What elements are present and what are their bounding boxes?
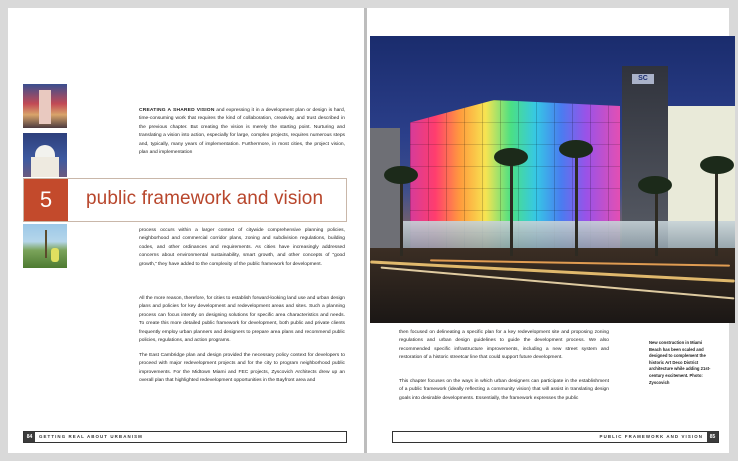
photo-caption xyxy=(649,340,713,386)
page-number-left: 84 xyxy=(24,432,35,442)
running-head-right: PUBLIC FRAMEWORK AND VISION xyxy=(599,434,703,439)
building-sign: SC xyxy=(632,74,654,84)
thumbnail-photo-park xyxy=(23,224,67,268)
running-head-left: GETTING REAL ABOUT URBANISM xyxy=(39,434,143,439)
right-footer xyxy=(392,431,719,443)
body-paragraph-1 xyxy=(139,107,345,157)
lead-heading: CREATING A SHARED VISION xyxy=(139,108,215,113)
left-footer xyxy=(23,431,347,443)
caption-text: New construction in Miami Beach has been scaled and designed to complement the historic Art Deco District architecture while adding 21st-century excitement. xyxy=(649,340,711,378)
body-paragraph-6: This chapter focuses on the ways in which urban designers can participate in the establishment of a public framework (ideally reflecting a community vision) that will assist in translating design goals into desirable developments. Essentially, the framework expresses the public xyxy=(399,379,609,401)
chapter-title: public framework and vision xyxy=(86,188,324,209)
body-paragraph-5: then focused on delineating a specific plan for a key redevelopment site and proposing zoning regulations and urban design guidelines to guide the development process. We also recommended specific infrastructure improvements, including a new street system and restoration of a historic streetcar line that could support future development. xyxy=(399,330,609,361)
body-paragraph-4: The East Cambridge plan and design provided the necessary policy context for developers to proceed with major redevelopment projects and for the city to program neighborhood public improvements. For the Midtown Miami and FEC projects, Zyscovich Architects drew up an overall plan that highlighted redevelopment opportunities in the Bayfront area and xyxy=(139,353,345,384)
chapter-header xyxy=(23,178,347,222)
page-number-right: 85 xyxy=(707,432,718,442)
paragraph-text: and expressing it in a development plan or design is hard, time-consuming work that requires the kind of collaboration, creativity, and trust described in the previous chapter. But creating the vision is merely the starting point. Nurturing and translating a vision into action, especially for large, complex projects, requires numerous steps and, typically, many years of implementation. Furthermore, in most cities, the project vision, plan and implementation xyxy=(139,108,346,156)
body-paragraph-3: All the more reason, therefore, for cities to establish forward-looking land use and urban design plans and policies for key development and redevelopment areas and sites. Such a planning process can focus intently on designing solutions for specific area characteristics and needs. To create this more detailed public framework for development, both public and private clients frequently employ urban planners and designers to prepare area plans and recommend public policies, regulations, and action programs. xyxy=(139,296,345,344)
body-paragraph-2: process occurs within a larger context of citywide comprehensive planning policies, neighborhood and commercial corridor plans, zoning and subdivision regulations, building codes, and other ordinances and requirements. As cities have increasingly addressed concerns about environmental sustainability, smart growth, and other concepts of “good growth,” they have added to the complexity of the public framework for development. xyxy=(139,228,345,267)
chapter-number: 5 xyxy=(24,179,68,221)
thumbnail-photo-deco-hotel xyxy=(23,84,67,128)
thumbnail-photo-dome-building xyxy=(23,133,67,177)
photo-credit: Photo: Zyscovich xyxy=(649,372,703,385)
feature-photo-miami-beach xyxy=(370,36,735,323)
